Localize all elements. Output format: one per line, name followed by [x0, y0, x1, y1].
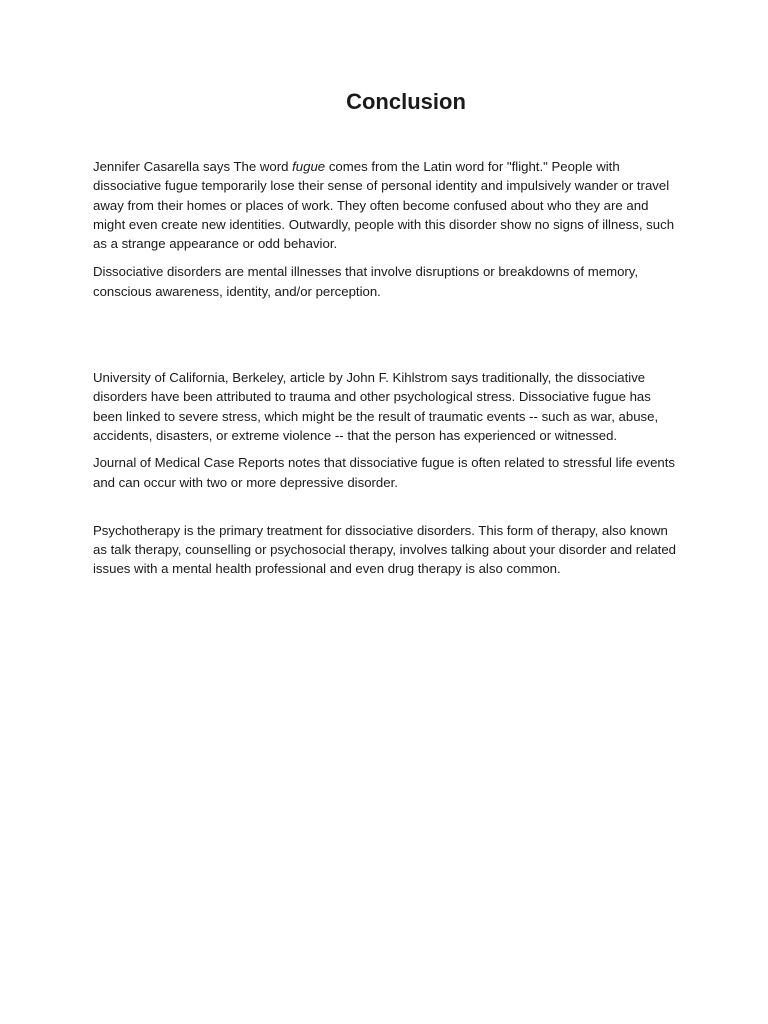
paragraph-fugue-definition — [93, 157, 678, 253]
paragraph-dissociative-disorders: Dissociative disorders are mental illnesses that involve disruptions or breakdowns of memory, conscious awareness, identity, and/or perception. — [93, 264, 639, 299]
document-body — [93, 157, 678, 579]
page-title: Conclusion — [346, 89, 466, 114]
paragraph-journal-case-reports: Journal of Medical Case Reports notes that dissociative fugue is often related to stressful life events and can occur with two or more depressive disorder. — [93, 455, 676, 490]
paragraph-text: Jennifer Casarella says The word — [93, 159, 293, 174]
paragraph-berkeley-article: University of California, Berkeley, article by John F. Kihlstrom says traditionally, the dissociative disorders have been attributed to trauma and other psychological stress. Dissociative fugue has been linked to severe stress, which might be the result of traumatic events -- such as war, abuse, accidents, disasters, or extreme violence -- that the person has experienced or witnessed. — [93, 370, 659, 443]
paragraph-psychotherapy: Psychotherapy is the primary treatment for dissociative disorders. This form of therapy, also known as talk therapy, counselling or psychosocial therapy, involves talking about your disorder and related issues with a mental health professional and even drug therapy is also common. — [93, 522, 677, 577]
paragraph-text: comes from the Latin word for "flight." People with dissociative fugue temporarily lose their sense of personal identity and impulsively wander or travel away from their homes or places of work. They often become confused about who they are and might even create new identities. Outwardly, people with this disorder show no signs of illness, such as a strange appearance or odd behavior. — [93, 159, 675, 252]
italic-term: fugue — [292, 159, 326, 174]
